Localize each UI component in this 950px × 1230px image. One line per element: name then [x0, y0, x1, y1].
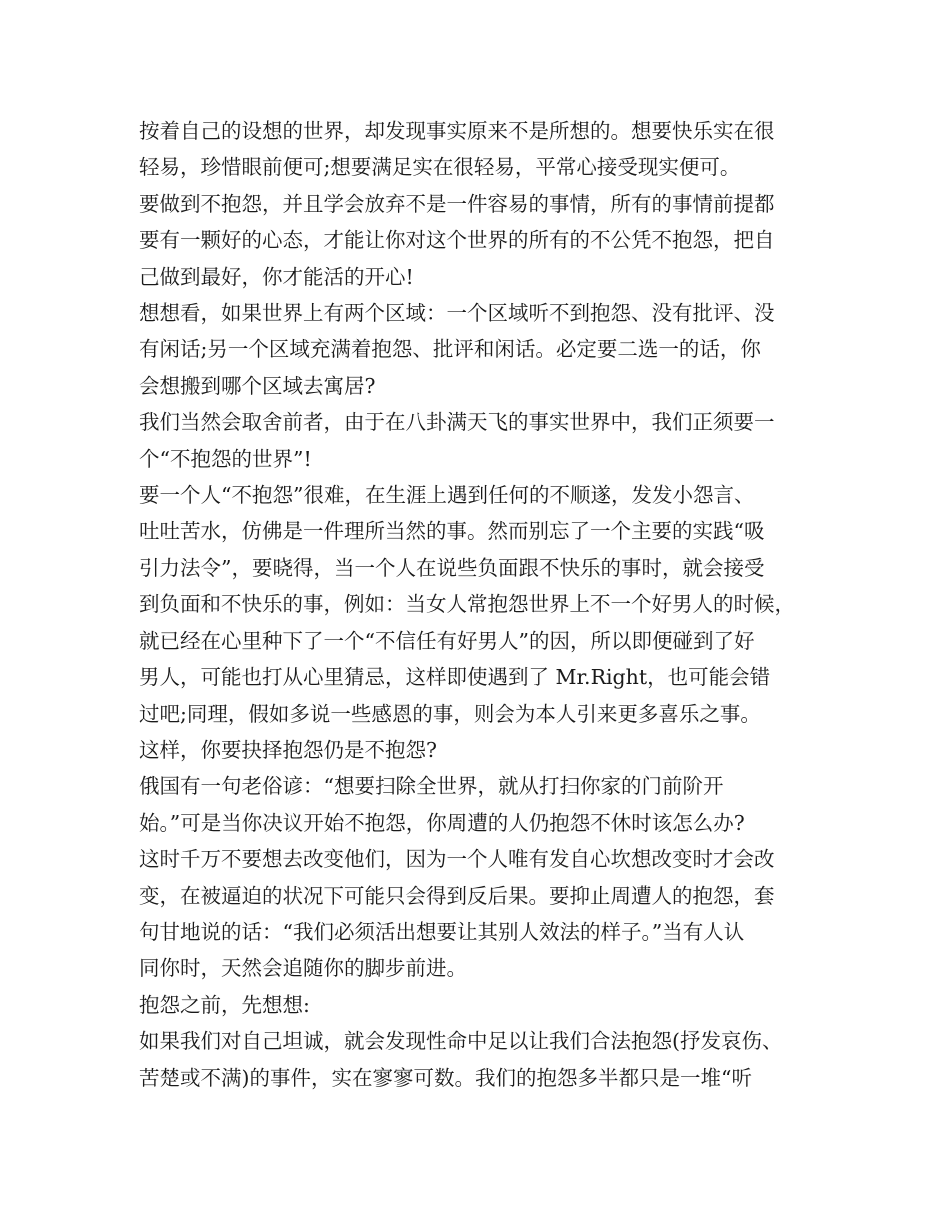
paragraph-6: 这样，你要抉择抱怨仍是不抱怨?	[139, 737, 437, 762]
paragraph-4: 我们当然会取舍前者，由于在八卦满天飞的事实世界中，我们正须要一 个“不抱怨的世界”!	[139, 410, 775, 471]
paragraph-3: 想想看，如果世界上有两个区域：一个区域听不到抱怨、没有批评、没 有闲话;另一个区域充满着抱怨、批评和闲话。必定要二选一的话，你 会想搬到哪个区域去寓居?	[139, 301, 775, 398]
document-body	[139, 113, 829, 1096]
paragraph-5: 要一个人“不抱怨”很难，在生涯上遇到任何的不顺遂，发发小怨言、 吐吐苦水，仿佛是一件理所当然的事。然而别忘了一个主要的实践“吸 引力法令”，要晓得，当一个人在说些负面跟不快乐的事时，就会接受 到负面和不快乐的事，例如：当女人常抱怨世界上不一个好男人的时候， 就已经在心里种下了一个“不信任有好男人”的因，所以即便碰到了好 男人，可能也打从心里猜忌，这样即使遇到了 Mr.Right，也可能会错 过吧;同理，假如多说一些感恩的事，则会为本人引来更多喜乐之事。	[139, 483, 795, 726]
paragraph-2: 要做到不抱怨，并且学会放弃不是一件容易的事情，所有的事情前提都 要有一颗好的心态，才能让你对这个世界的所有的不公凭不抱怨，把自 己做到最好，你才能活的开心!	[139, 191, 775, 289]
paragraph-1: 按着自己的设想的世界，却发现事实原来不是所想的。想要快乐实在很 轻易，珍惜眼前便可;想要满足实在很轻易，平常心接受现实便可。	[139, 119, 775, 180]
paragraph-8: 抱怨之前，先想想:	[139, 992, 310, 1017]
paragraph-7: 俄国有一句老俗谚：“想要扫除全世界，就从打扫你家的门前阶开 始。”可是当你决议开始不抱怨，你周遭的人仍抱怨不休时该怎么办? 这时千万不要想去改变他们，因为一个人唯有发自心坎想改变时才会改 变，在被逼迫的状况下可能只会得到反后果。要抑止周遭人的抱怨，套 句甘地说的话：“我们必须活出想要让其别人效法的样子。”当有人认 同你时，天然会追随你的脚步前进。	[139, 774, 775, 981]
paragraph-9: 如果我们对自己坦诚，就会发现性命中足以让我们合法抱怨(抒发哀伤、 苦楚或不满)的事件，实在寥寥可数。我们的抱怨多半都只是一堆“听	[139, 1029, 783, 1090]
